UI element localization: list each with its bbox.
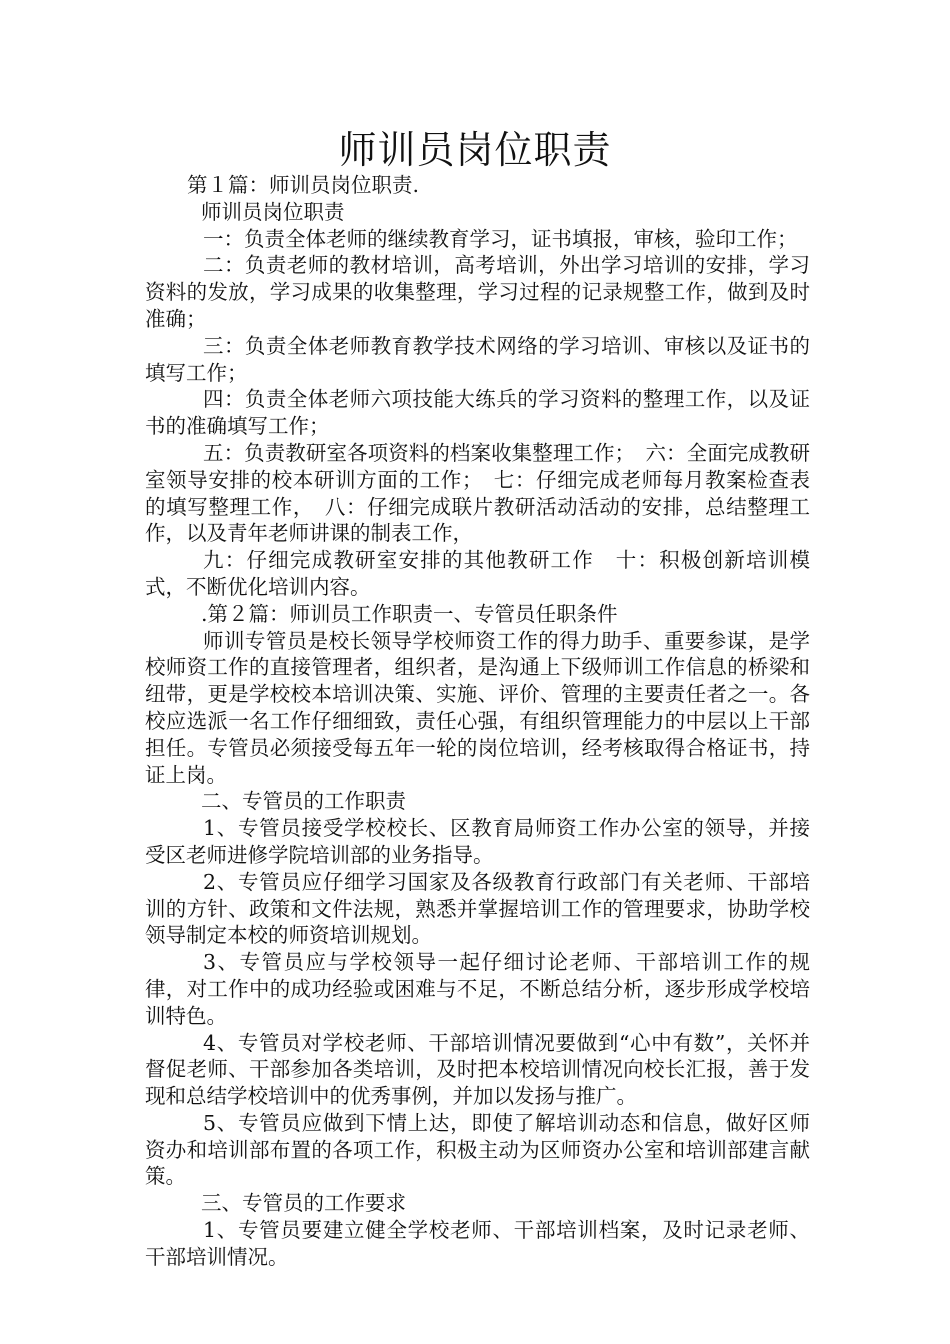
paragraph-p09: .第２篇：师训员工作职责一、专管员任职条件 — [201, 601, 618, 626]
paragraph-p13: 2、专管员应仔细学习国家及各级教育行政部门有关老师、干部培训的方针、政策和文件法规，熟悉并掌握培训工作的管理要求，协助学校领导制定本校的师资培训规划。 — [145, 869, 810, 948]
paragraph-p07: 五：负责教研室各项资料的档案收集整理工作； 六：全面完成教研室领导安排的校本研训方面的工作； 七：仔细完成老师每月教案检查表的填写整理工作， 八：仔细完成联片教研活动活动的安排，总结整理工作，以及青年老师讲课的制表工作， — [145, 440, 810, 546]
paragraph-p12: 1、专管员接受学校校长、区教育局师资工作办公室的领导，并接受区老师进修学院培训部的业务指导。 — [145, 816, 810, 867]
paragraph-p16: 5、专管员应做到下情上达，即使了解培训动态和信息，做好区师资办和培训部布置的各项工作，积极主动为区师资办公室和培训部建言献策。 — [145, 1110, 810, 1189]
paragraph-p06: 四：负责全体老师六项技能大练兵的学习资料的整理工作，以及证书的准确填写工作； — [145, 387, 810, 439]
paragraph-p03: 一：负责全体老师的继续教育学习，证书填报，审核，验印工作； — [203, 226, 798, 251]
paragraph-p14: 3、专管员应与学校领导一起仔细讨论老师、干部培训工作的规律，对工作中的成功经验或困难与不足，不断总结分析，逐步形成学校培训特色。 — [145, 950, 810, 1028]
document-body — [145, 172, 810, 1271]
paragraph-p10: 师训专管员是校长领导学校师资工作的得力助手、重要参谋，是学校师资工作的直接管理者，组织者，是沟通上下级师训工作信息的桥梁和纽带，更是学校校本培训决策、实施、评价、管理的主要责任者之一。各校应选派一名工作仔细细致，责任心强，有组织管理能力的中层以上干部担任。专管员必须接受每五年一轮的岗位培训，经考核取得合格证书，持证上岗。 — [145, 628, 810, 787]
paragraph-p02: 师训员岗位职责 — [201, 199, 345, 224]
paragraph-p11: 二、专管员的工作职责 — [201, 789, 406, 814]
paragraph-p15: 4、专管员对学校老师、干部培训情况要做到“心中有数”，关怀并督促老师、干部参加各类培训，及时把本校培训情况向校长汇报，善于发现和总结学校培训中的优秀事例，并加以发扬与推广。 — [145, 1030, 810, 1109]
paragraph-p18: 1、专管员要建立健全学校老师、干部培训档案，及时记录老师、干部培训情况。 — [145, 1218, 810, 1269]
paragraph-p17: 三、专管员的工作要求 — [201, 1191, 406, 1216]
paragraph-p08: 九：仔细完成教研室安排的其他教研工作 十：积极创新培训模式，不断优化培训内容。 — [145, 548, 810, 599]
paragraph-p04: 二：负责老师的教材培训，高考培训，外出学习培训的安排，学习资料的发放，学习成果的收集整理，学习过程的记录规整工作，做到及时准确； — [145, 253, 810, 331]
paragraph-p05: 三：负责全体老师教育教学技术网络的学习培训、审核以及证书的填写工作； — [145, 333, 810, 385]
paragraph-p01: 第１篇：师训员岗位职责. — [187, 173, 420, 197]
document-title: 师训员岗位职责 — [338, 128, 612, 172]
